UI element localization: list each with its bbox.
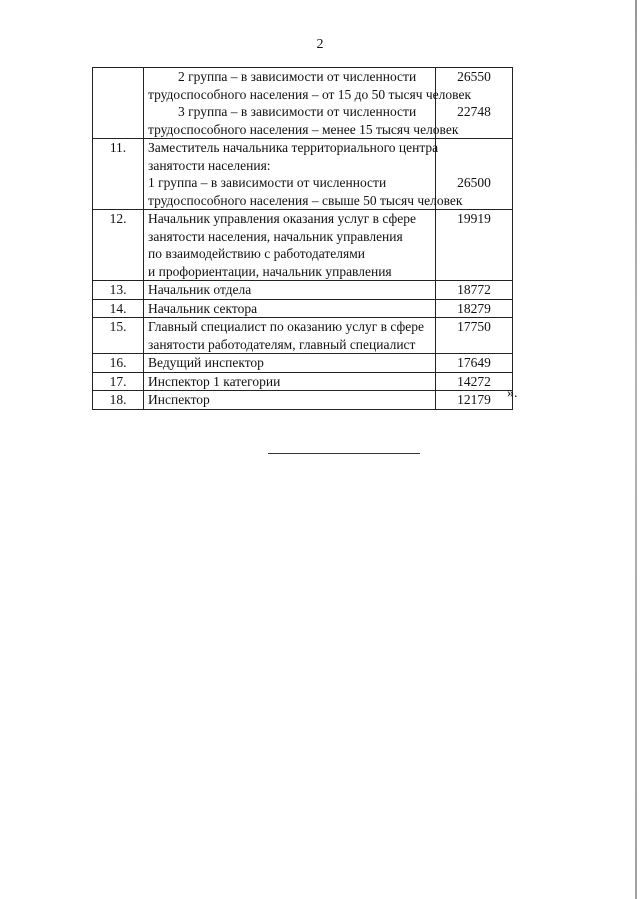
position-title <box>144 372 436 391</box>
position-title-line: Инспектор <box>148 392 210 407</box>
position-title-line: 1 группа – в зависимости от численности <box>148 175 387 190</box>
position-title-line: трудоспособного населения – свыше 50 тысяч человек <box>148 192 463 208</box>
closing-quote: ». <box>507 386 518 401</box>
salary-value <box>436 281 513 300</box>
position-title-line: Начальник сектора <box>148 300 258 316</box>
salary-value-line: 17649 <box>457 355 491 370</box>
salary-value-line <box>440 139 508 157</box>
position-title-line: Заместитель начальника территориального центра <box>148 140 439 155</box>
position-title-line: Начальник отдела <box>148 282 252 297</box>
salary-value-line: 26550 <box>457 69 491 84</box>
salary-value-line: 22748 <box>457 104 491 119</box>
salary-value-line <box>440 245 508 263</box>
page-number: 2 <box>316 37 324 52</box>
salary-value <box>436 318 513 354</box>
position-title <box>144 391 436 410</box>
position-title-line: Инспектор 1 категории <box>148 373 281 389</box>
row-number <box>93 68 144 139</box>
salary-table <box>92 67 513 410</box>
position-title <box>144 281 436 300</box>
position-title-line: Главный специалист по оказанию услуг в сфере <box>148 319 424 334</box>
salary-value-line: 18279 <box>457 300 491 316</box>
position-title-line: 2 группа – в зависимости от численности <box>178 69 417 84</box>
salary-value-line: 12179 <box>457 392 491 407</box>
table-row <box>93 354 513 373</box>
salary-value <box>436 210 513 281</box>
salary-value-line <box>440 228 508 246</box>
position-title-line: Ведущий инспектор <box>148 355 264 370</box>
row-number: 15. <box>93 318 144 354</box>
table-row <box>93 318 513 354</box>
salary-value <box>436 299 513 318</box>
position-title-line: и профориентации, начальник управления <box>148 263 392 279</box>
salary-value <box>436 391 513 410</box>
salary-value-line: 17750 <box>457 319 491 334</box>
salary-value-line: 19919 <box>457 211 491 226</box>
salary-value-line: 18772 <box>457 282 491 297</box>
table-row <box>93 299 513 318</box>
row-number: 11. <box>93 139 144 210</box>
position-title <box>144 299 436 318</box>
position-title <box>144 139 463 210</box>
salary-value-line <box>440 336 508 354</box>
position-title <box>144 354 436 373</box>
row-number: 12. <box>93 210 144 281</box>
table-row <box>93 68 513 139</box>
salary-value <box>436 354 513 373</box>
row-number: 13. <box>93 281 144 300</box>
position-title-line: трудоспособного населения – менее 15 тысяч человек <box>148 121 459 137</box>
salary-value <box>436 372 513 391</box>
salary-value-line <box>440 263 508 281</box>
salary-value-line: 14272 <box>457 373 491 389</box>
position-title-line: трудоспособного населения – от 15 до 50 тысяч человек <box>148 86 471 102</box>
position-title-line: занятости населения, начальник управления <box>148 228 403 244</box>
row-number: 18. <box>93 391 144 410</box>
position-title <box>144 318 436 354</box>
table-row <box>93 210 513 281</box>
table-body <box>93 68 513 410</box>
row-number: 17. <box>93 372 144 391</box>
position-title-line: по взаимодействию с работодателями <box>148 246 365 261</box>
row-number: 16. <box>93 354 144 373</box>
salary-value-line <box>440 157 508 175</box>
scan-edge-shadow <box>635 0 637 899</box>
position-title-line: занятости населения: <box>148 157 271 173</box>
table-row <box>93 139 513 210</box>
position-title-line: занятости работодателям, главный специалист <box>148 336 416 352</box>
table-row <box>93 281 513 300</box>
table-row <box>93 391 513 410</box>
signature-line <box>268 453 420 454</box>
position-title <box>144 210 436 281</box>
table-row <box>93 372 513 391</box>
position-title-line: 3 группа – в зависимости от численности <box>178 104 417 119</box>
position-title <box>144 68 471 139</box>
row-number: 14. <box>93 299 144 318</box>
position-title-line: Начальник управления оказания услуг в сфере <box>148 211 417 226</box>
salary-value-line: 26500 <box>457 175 491 190</box>
